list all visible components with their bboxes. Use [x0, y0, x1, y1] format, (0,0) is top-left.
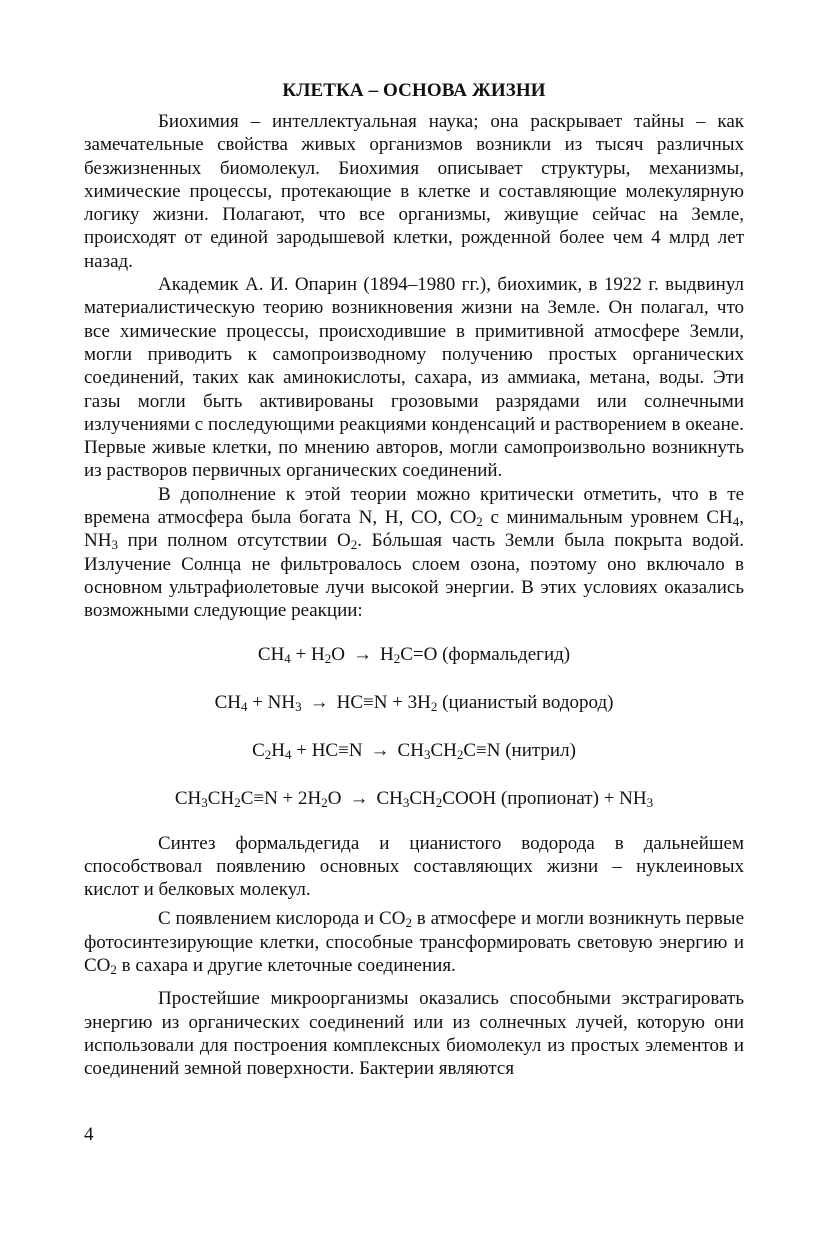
eq-text: + NH: [247, 691, 296, 713]
subscript: 2: [476, 514, 483, 530]
paragraph-3: [84, 483, 744, 623]
eq-text: CH: [430, 739, 457, 761]
eq-text: CH: [257, 643, 285, 665]
eq-text: HC≡N + 3H: [336, 691, 431, 713]
subscript: 3: [295, 698, 302, 714]
eq-text: CH: [376, 787, 403, 809]
equation-hydrogen-cyanide: [84, 691, 744, 714]
subscript: 2: [264, 746, 272, 762]
eq-text: O: [331, 643, 345, 665]
eq-text: + HC≡N: [291, 739, 363, 761]
eq-text: H: [271, 739, 285, 761]
equation-formaldehyde: [84, 643, 744, 666]
equation-propionate: [84, 787, 744, 810]
eq-text: CH: [214, 691, 241, 713]
subscript: 4: [285, 746, 292, 762]
eq-text: CH: [207, 787, 235, 809]
paragraph-1: Биохимия – интеллектуальная наука; она раскрывает тайны – как замечательные свойства живых организмов возникли из тысяч различных безжизненных биомолекул. Биохимия описывает структуры, механизмы, химические процессы, протекающие в клетке и составляющие молекулярную логику жизни. Полагают, что все организмы, живущие сейчас на Земле, происходят от единой зародышевой клетки, рожденной более чем 4 млрд лет назад.: [84, 111, 744, 272]
paragraph-3-text-a: В дополнение к этой теории можно критически отметить, что в те времена атмосфера была богата N, H, CO, CO: [84, 483, 744, 529]
eq-text: (цианистый водород): [437, 691, 614, 713]
eq-text: C: [252, 739, 265, 761]
paragraph-3-text-e: . Бóльшая часть Земли была покрыта водой. Излучение Солнца не фильтровалось слоем озона, поэтому оно включало в основном ультрафиолетовые лучи высокой энергии. В этих условиях оказались возможными следующие реакции:: [84, 530, 745, 622]
paragraph-3-text-c: , NH: [84, 507, 744, 552]
arrow-icon: →: [352, 643, 372, 665]
subscript: 4: [240, 698, 248, 714]
subscript: 4: [732, 514, 740, 530]
paragraph-5-text-a: С появлением кислорода и CO: [158, 908, 406, 930]
paragraph-2: Академик А. И. Опарин (1894–1980 гг.), биохимик, в 1922 г. выдвинул материалистическую теорию возникновения жизни на Земле. Он полагал, что все химические процессы, происходившие в примитивной атмосфере Земли, могли приводить к самопроизводному получению простых органических соединений, таких как аминокислоты, сахара, из аммиака, метана, воды. Эти газы могли быть активированы грозовыми разрядами или солнечными излучениями с последующими реакциями конденсаций и растворением в океане. Первые живые клетки, по мнению авторов, могли самопроизвольно возникнуть из растворов первичных органических соединений.: [84, 274, 744, 482]
page-title: КЛЕТКА – ОСНОВА ЖИЗНИ: [282, 80, 546, 101]
eq-text: C≡N + 2H: [240, 787, 322, 809]
paragraph-6: Простейшие микроорганизмы оказались способными экстрагировать энергию из органических соединений или из солнечных лучей, которую они использовали для построения комплексных биомолекул из простых элементов и соединений земной поверхности. Бактерии являются: [84, 988, 744, 1080]
eq-text: H: [379, 643, 394, 665]
arrow-icon: →: [370, 739, 390, 761]
subscript: 3: [646, 794, 654, 810]
subscript: 3: [402, 794, 410, 810]
subscript: 2: [393, 650, 401, 666]
subscript: 2: [110, 962, 117, 978]
arrow-icon: →: [309, 691, 329, 713]
subscript: 3: [111, 537, 118, 553]
subscript: 2: [350, 537, 358, 553]
paragraph-5-text-c: в сахара и другие клеточные соединения.: [116, 955, 456, 977]
subscript: 2: [405, 915, 412, 931]
subscript: 2: [234, 794, 241, 810]
eq-text: O: [327, 787, 342, 809]
subscript: 2: [321, 794, 328, 810]
eq-text: C=O (формальдегид): [400, 643, 571, 665]
equation-nitrile: [84, 739, 744, 762]
eq-text: C≡N (нитрил): [463, 739, 576, 761]
paragraph-4: Синтез формальдегида и цианистого водорода в дальнейшем способствовал появлению основных составляющих жизни – нуклеиновых кислот и белковых молекул.: [84, 832, 744, 901]
eq-text: CH: [409, 787, 436, 809]
subscript: 2: [430, 698, 438, 714]
paragraph-5: [84, 907, 744, 977]
eq-text: + H: [290, 643, 325, 665]
subscript: 3: [201, 794, 208, 810]
subscript: 3: [423, 746, 431, 762]
eq-text: CH: [397, 739, 424, 761]
paragraph-3-text-d: при полном отсутствии O: [117, 530, 351, 552]
eq-text: COOH (пропионат) + NH: [442, 787, 647, 809]
arrow-icon: →: [349, 787, 369, 809]
subscript: 2: [456, 746, 464, 762]
eq-text: CH: [174, 787, 202, 809]
page-number: 4: [84, 1124, 94, 1145]
page-body: [84, 80, 744, 1081]
subscript: 4: [284, 650, 291, 666]
subscript: 2: [324, 650, 332, 666]
subscript: 2: [435, 794, 443, 810]
paragraph-3-text-b: с минимальным уровнем CH: [482, 507, 733, 529]
paragraph-5-text-b: в атмосфере и могли возникнуть первые фотосинтезирующие клетки, способные трансформировать световую энергию и CO: [84, 908, 745, 977]
